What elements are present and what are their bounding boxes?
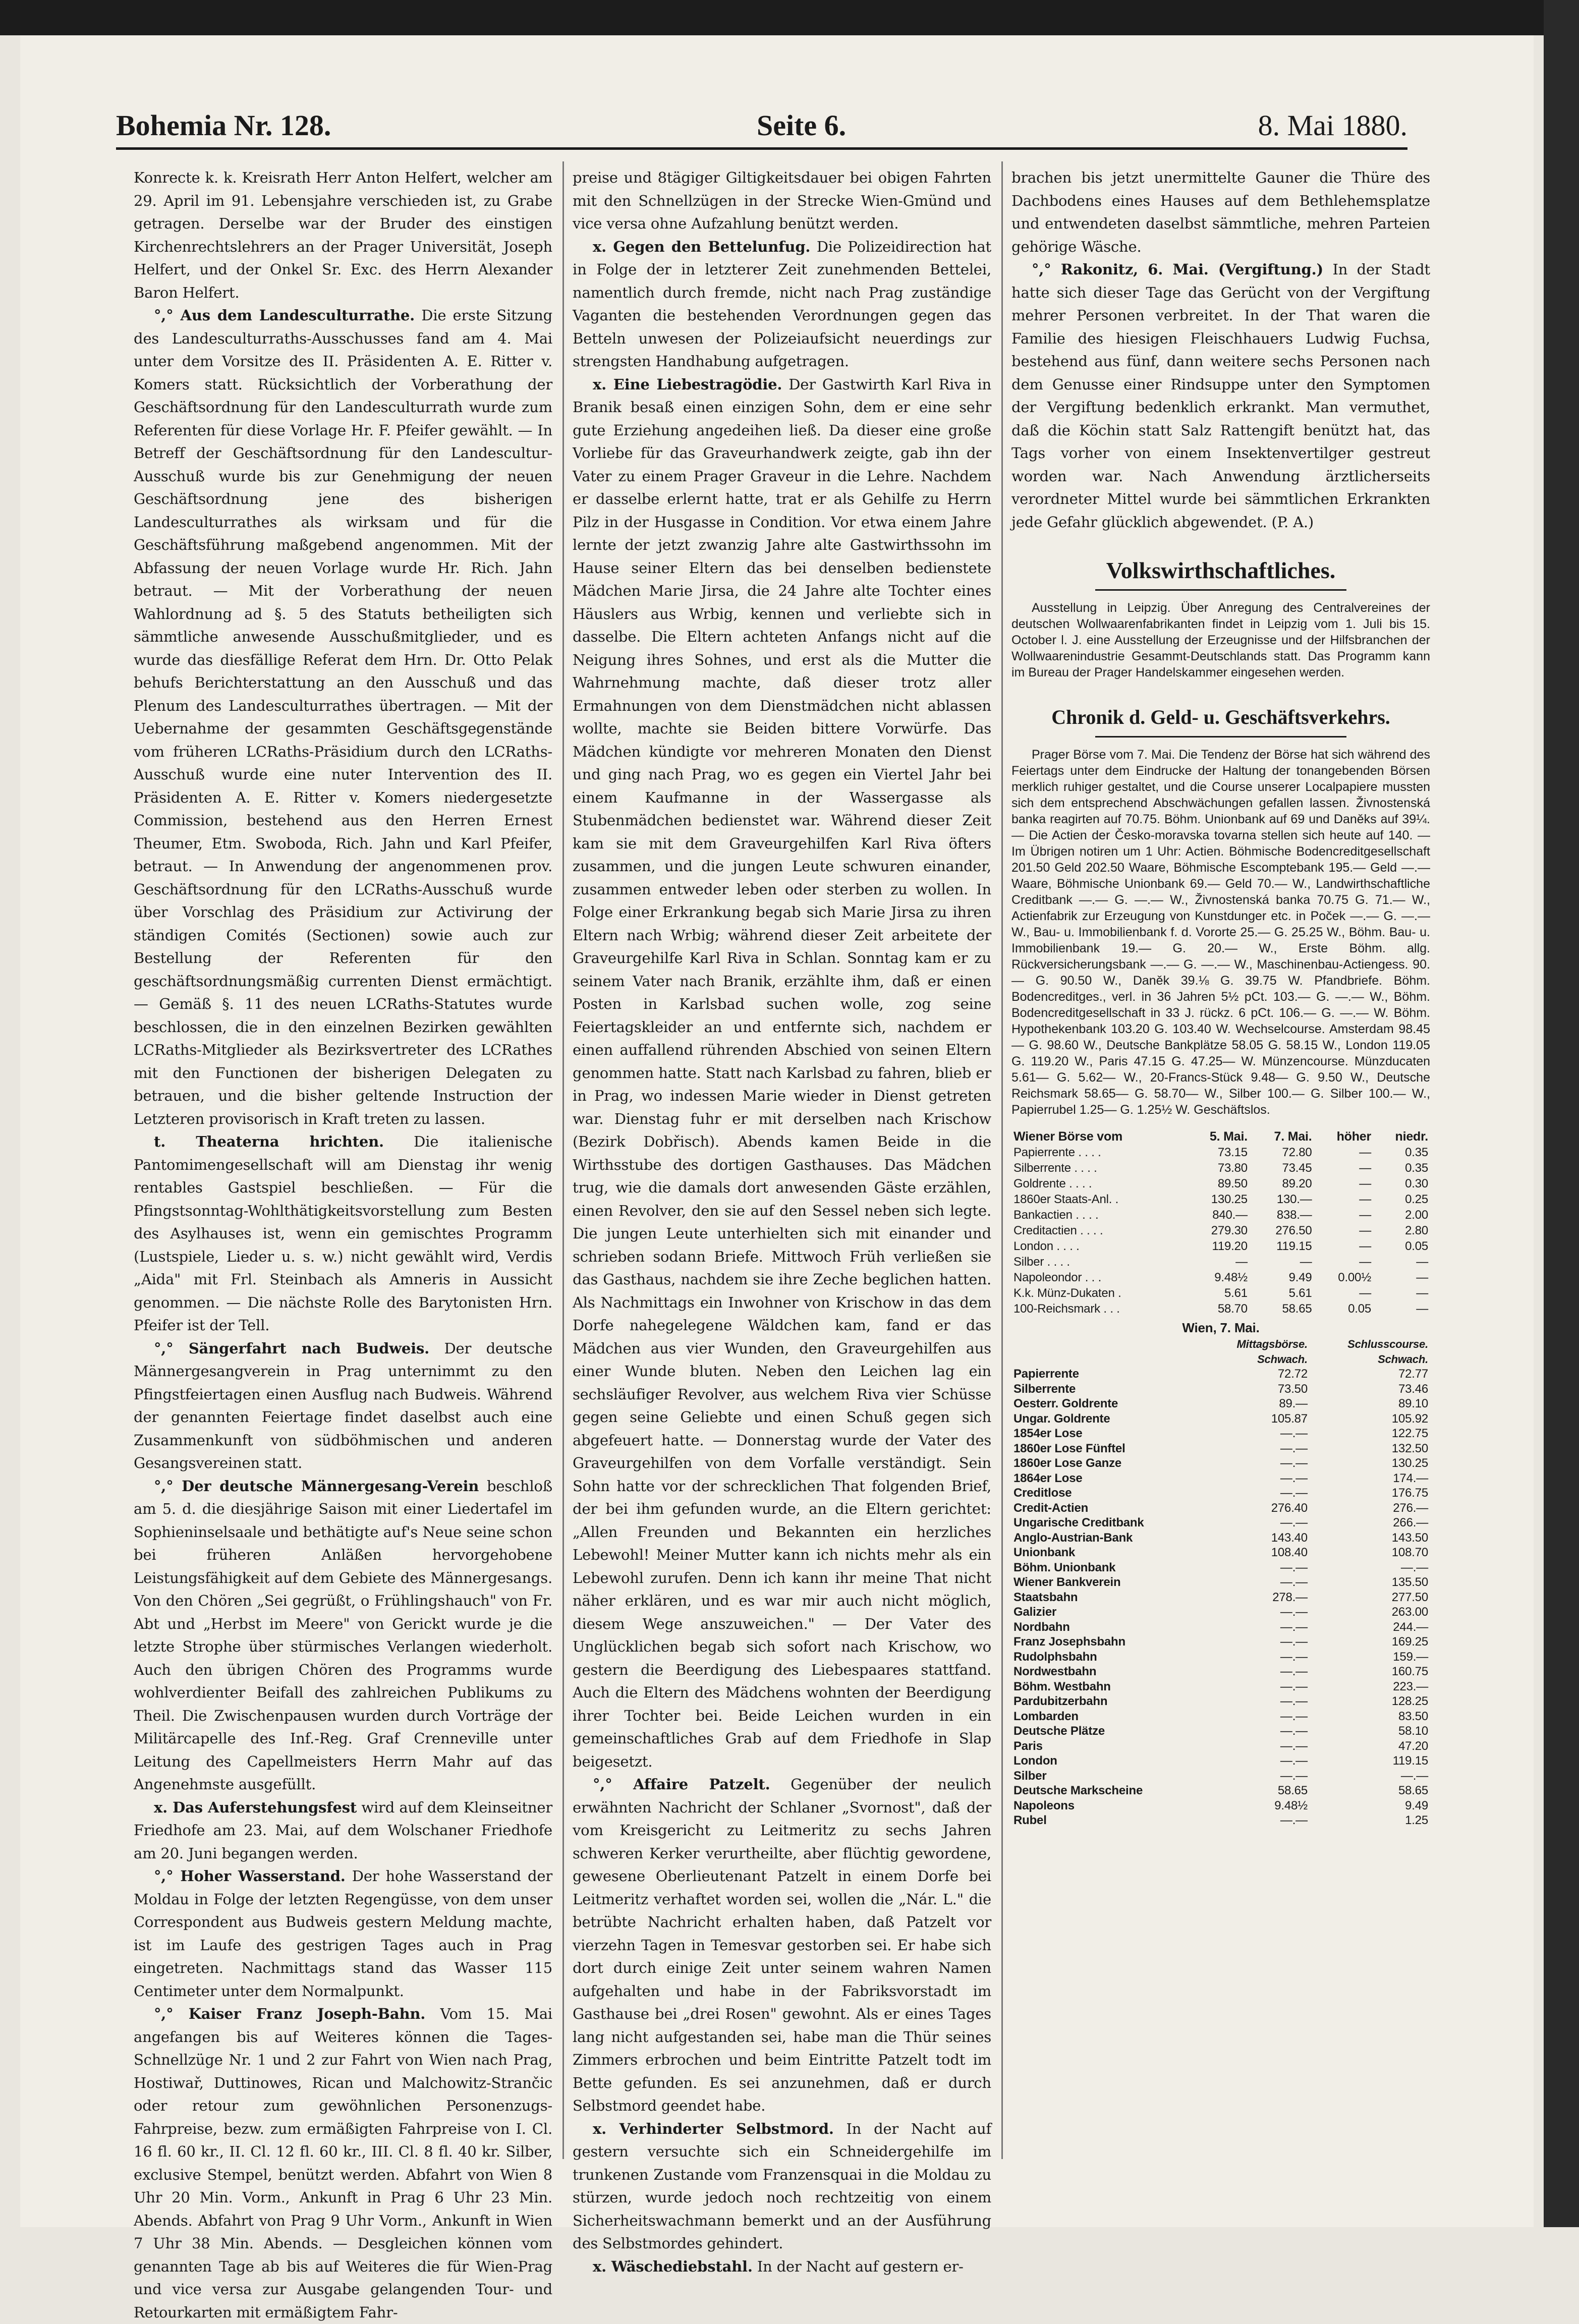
table-row [1011,1411,1430,1427]
article-text: Ausstellung in Leipzig. Über Anregung des Centralvereines der deutschen Wollwaarenfabrikanten findet in Leipzig vom 1. Juli bis 15. October l. J. eine Ausstellung der Erzeugnisse und der Hilfsbranchen der Wollwaarenindustrie Gesammt-Deutschlands statt. Das Programm kann im Bureau der Prager Handelskammer eingesehen werden. [1011,601,1430,679]
rate-cell: — [1359,1255,1372,1269]
security-name: London [1013,1754,1057,1768]
article [134,2003,552,2324]
table-row [1011,1634,1430,1650]
table-row [1011,1650,1430,1665]
rate-cell: 130.25 [1211,1193,1248,1206]
table-row [1011,1679,1430,1694]
rate-cell: 89.— [1279,1397,1308,1410]
rate-cell: 143.40 [1271,1531,1308,1545]
column-header: Schwach. [1378,1352,1428,1366]
column-header: 7. Mai. [1274,1129,1312,1144]
column-header: Schwach. [1257,1352,1308,1366]
rate-cell: —.— [1280,1620,1308,1634]
table-row [1011,1145,1430,1160]
security-name: Pardubitzerbahn [1013,1694,1108,1708]
security-name: Rubel [1013,1813,1047,1827]
security-name: Böhm. Westbahn [1013,1679,1111,1693]
rate-cell: 1.25 [1405,1813,1428,1827]
security-name: Paris [1013,1739,1043,1753]
rate-cell: —.— [1280,1471,1308,1485]
masthead-title: Bohemia Nr. 128. [116,109,331,142]
rate-cell: — [1235,1255,1248,1269]
rate-cell: 130.— [1276,1193,1312,1206]
section-rule [1095,589,1346,591]
rate-cell: 5.61 [1288,1286,1312,1300]
article-text: preise und 8tägiger Giltigkeitsdauer bei obigen Fahrten mit den Schnellzügen in der Strecke Wien-Gmünd und vice versa ohne Aufzahlung benützt werden. [573,169,991,232]
rate-cell: 160.75 [1391,1665,1428,1678]
rate-cell: 89.20 [1282,1177,1312,1191]
security-name: Franz Josephsbahn [1013,1635,1125,1649]
column-header [1011,1337,1203,1352]
table-row [1011,1160,1430,1176]
rate-cell: 72.77 [1398,1367,1428,1381]
rate-cell: 169.25 [1391,1635,1428,1649]
table-header-row [1011,1129,1430,1145]
table-row [1011,1545,1430,1560]
security-name: Ungarische Creditbank [1013,1516,1144,1529]
rate-cell: 0.35 [1405,1161,1428,1175]
rate-cell: 135.50 [1391,1575,1428,1589]
rate-cell: —.— [1280,1679,1308,1693]
security-name: Silberrente [1013,1382,1076,1396]
rate-cell: — [1359,1177,1372,1191]
section-heading: Chronik d. Geld- u. Geschäftsverkehrs. [1051,706,1390,728]
table-row [1011,1254,1430,1270]
column-header: niedr. [1395,1129,1428,1144]
section-heading: Volkswirthschaftliches. [1106,557,1336,583]
security-name: Unionbank [1013,1546,1076,1559]
rate-cell: — [1359,1239,1372,1253]
article-heading: x. Das Auferstehungsfest [154,1798,357,1816]
rate-cell: 176.75 [1391,1486,1428,1500]
rate-cell: — [1359,1208,1372,1222]
security-name: Napoleondor . . . [1013,1271,1102,1284]
security-name: Galizier [1013,1605,1057,1619]
security-name: K.k. Münz-Dukaten . [1013,1286,1121,1300]
security-name: Creditactien . . . . [1013,1224,1103,1237]
article-heading: x. Verhinderter Selbstmord. [593,2120,834,2137]
rate-cell: 0.00½ [1338,1271,1372,1284]
table-row [1011,1515,1430,1531]
table-row [1011,1739,1430,1754]
column-header: Schlusscourse. [1347,1338,1428,1350]
rate-cell: 47.20 [1398,1739,1428,1753]
wien-course-table [1011,1337,1430,1828]
article-text: Der deutsche Männergesangverein in Prag unternimmt zu den Pfingstfeiertagen einen Ausflug nach Budweis. Während der genannten Feiertage findet daselbst auch eine Zusammenkunft von südböhmischen und anderen Gesangsvereinen statt. [134,1339,552,1471]
column-middle [573,166,991,2275]
table-row [1011,1285,1430,1301]
rate-cell: 266.— [1393,1516,1428,1529]
article-heading: Hoher Wasserstand. [180,1867,346,1885]
rate-cell: 130.25 [1391,1456,1428,1470]
security-name: Oesterr. Goldrente [1013,1397,1118,1410]
rate-cell: — [1359,1146,1372,1159]
rate-cell: 108.40 [1271,1546,1308,1559]
column-header: Wiener Börse vom [1013,1129,1123,1144]
scan-right-edge [1544,0,1579,2227]
article-marker: °,° [154,2005,189,2022]
rate-cell: —.— [1280,1650,1308,1664]
rate-cell: — [1416,1271,1428,1284]
rate-cell: 0.05 [1405,1239,1428,1253]
table-row [1011,1813,1430,1828]
security-name: Böhm. Unionbank [1013,1560,1116,1574]
rate-cell: — [1416,1286,1428,1300]
table-body [1011,1337,1430,1828]
security-name: Wiener Bankverein [1013,1575,1121,1589]
table-row [1011,1783,1430,1798]
article-text: wird auf dem Kleinseitner Friedhofe am 23. Mai, auf dem Wolschaner Friedhofe am 20. Juni begangen werden. [134,1798,552,1862]
article-text: Die Polizeidirection hat in Folge der in letzterer Zeit zunehmenden Bettelei, namentlich durch fremde, nicht nach Prag zuständige Vaganten die bestehenden Verordnungen gegen das Betteln unwesen der Polizeiaufsicht neuerdings zur strengsten Handhabung aufgetragen. [573,238,991,370]
article [134,304,552,1130]
table-body [1011,1145,1430,1317]
article-marker: °,° [1032,261,1061,278]
rate-cell: 840.— [1212,1208,1248,1222]
table-row [1011,1192,1430,1207]
article-heading: x. Wäschediebstahl. [593,2257,753,2275]
rate-cell: 73.45 [1282,1161,1312,1175]
rate-cell: —.— [1400,1769,1428,1783]
rate-cell: 9.49 [1288,1271,1312,1284]
rate-cell: —.— [1280,1427,1308,1440]
security-name: Ungar. Goldrente [1013,1411,1110,1426]
rate-cell: 5.61 [1224,1286,1248,1300]
security-name: Rudolphsbahn [1013,1650,1097,1664]
rate-cell: 58.65 [1398,1784,1428,1797]
rate-cell: 244.— [1393,1620,1428,1634]
security-name: Bankactien . . . . [1013,1208,1099,1222]
rate-cell: —.— [1280,1605,1308,1619]
table-row [1011,1471,1430,1486]
market-report: Prager Börse vom 7. Mai. Die Tendenz der Börse hat sich während des Feiertags unter dem Eindrucke der Haltung der tonangebenden Börsen merklich ruhiger gestaltet, und die Course unserer Localpapiere mussten sich dem entsprechend Abschwächungen gefallen lassen. Živnostenská banka reagirten auf 70.75. Böhm. Unionbank auf 69 und Daněks auf 39¼. — Die Actien der Česko-moravska tovarna stellen sich heute auf 140. — Im Übrigen notiren um 1 Uhr: Actien. Böhmische Bodencreditgesellschaft 201.50 Geld 202.50 Waare, Böhmische Escomptebank 195.— Geld —.— Waare, Böhmische Unionbank 69.— Geld 70.— W., Landwirthschaftliche Creditbank —.— G. —.— W., Živnostenská banka 70.75 G. 71.— W., Actienfabrik zur Erzeugung von Kunstdunger etc. in Poček —.— G. —.— W., Bau- u. Immobilienbank f. d. Vororte 25.— G. 25.25 W., Böhm. Bau- u. Immobilienbank 19.— G. 20.— W., Erste Böhm. allg. Rückversicherungsbank —.— G. —.— W., Maschinenbau-Actiengess. 90.— G. 90.50 W., Daněk 39.⅛ G. 39.75 W. Pfandbriefe. Böhm. Bodencreditges., verl. in 36 Jahren 5½ pCt. 103.— G. —.— W., Böhm. Bodencreditgesellschaft in 33 J. rückz. 6 pCt. 106.— G. —.— W. Böhm. Hypothekenbank 103.20 G. 103.40 W. Wechselcourse. Amsterdam 98.45— G. 98.60 W., Deutsche Bankplätze 58.05 G. 58.15 W., London 119.05 G. 119.20 W., Paris 47.15 G. 47.25— W. Münzencourse. Münzducaten 5.61— G. 5.62— W., 20-Francs-Stück 9.48— G. 9.50 W., Deutsche Reichsmark 58.65— G. 58.70— W., Silber 100.— G. Silber 100.— W., Papierrubel 1.25— G. 1.25½ W. Geschäftslos. [1011,748,1430,1117]
article [573,2255,991,2279]
section-rule [1095,736,1346,738]
security-name: Nordbahn [1013,1620,1070,1634]
table-row [1011,1694,1430,1709]
table-row [1011,1709,1430,1724]
rate-cell: —.— [1280,1724,1308,1738]
rate-cell: 119.15 [1276,1239,1312,1253]
rate-cell: 105.92 [1391,1411,1428,1426]
rate-cell: 0.35 [1405,1146,1428,1159]
column-right [1011,166,1430,2159]
rate-cell: 119.20 [1212,1239,1248,1253]
article-heading: Rakonitz, 6. Mai. (Vergiftung.) [1060,261,1324,278]
page-number: Seite 6. [757,109,847,142]
article-marker: °,° [154,1339,189,1357]
article-heading: Kaiser Franz Joseph-Bahn. [188,2005,426,2022]
security-name: Silber [1013,1769,1047,1783]
rate-cell: 73.50 [1277,1382,1308,1396]
table-subheader-row [1011,1352,1430,1367]
article-heading: x. Eine Liebestragödie. [593,375,782,393]
rate-cell: 278.— [1272,1590,1308,1604]
security-name: Anglo-Austrian-Bank [1013,1531,1133,1545]
article-text: Die italienische Pantomimengesellschaft will am Dienstag ihr wenig rentables Gastspiel beschließen. — Für die Pfingstsonntag-Wohlthätigkeitsvorstellung zum Besten des Asylhauses ist, wenn ein gemischtes Programm (Lustspiele, Lieder u. s. w.) nicht gewählt wird, Verdis „Aida" mit Frl. Steinbach als Amneris in Aussicht genommen. — Die nächste Rolle des Barytonisten Hrn. Pfeifer ist der Tell. [134,1133,552,1334]
rate-cell: — [1300,1255,1312,1269]
security-name: 1854er Lose [1013,1427,1083,1440]
wiener-boerse-table [1011,1129,1430,1317]
rate-cell: 0.05 [1348,1302,1372,1316]
column-divider [562,161,564,2159]
rate-cell: 277.50 [1391,1590,1428,1604]
security-name: Deutsche Plätze [1013,1724,1105,1738]
rate-cell: —.— [1280,1486,1308,1500]
rate-cell: 9.48½ [1274,1798,1308,1812]
rate-cell: 279.30 [1211,1224,1248,1237]
security-name: 1860er Staats-Anl. . [1013,1193,1119,1206]
rate-cell: — [1359,1286,1372,1300]
table-row [1011,1382,1430,1397]
scan-top-edge [0,0,1579,35]
article-heading: t. Theaterna hrichten. [154,1133,384,1150]
rate-cell: 128.25 [1391,1694,1428,1708]
security-name: London . . . . [1013,1239,1080,1253]
article-marker: °,° [154,307,181,324]
article-text: Vom 15. Mai angefangen bis auf Weiteres können die Tages-Schnellzüge Nr. 1 und 2 zur Fahrt von Wien nach Prag, Hostiwař, Duttinowes, Rican und Malchowitz-Strančic oder retour zum gewöhnlichen Personenzugs-Fahrpreise, bezw. zum ermäßigten Fahrpreise von I. Cl. 16 fl. 60 kr., II. Cl. 12 fl. 60 kr., III. Cl. 8 fl. 40 kr. Silber, exclusive Stempel, benützt werden. Abfahrt von Wien 8 Uhr 20 Min. Vorm., Ankunft in Prag 6 Uhr 23 Min. Abends. Abfahrt von Prag 9 Uhr Vorm., Ankunft in Wien 7 Uhr 38 Min. Abends. — Desgleichen können vom genannten Tage ab bis auf Weiteres die für Wien-Prag und vice versa zur Ausgabe gelangenden Tour- und Retourkarten mit ermäßigtem Fahr- [134,2005,552,2321]
column-divider [1001,161,1003,2159]
article-text: In der Stadt hatte sich dieser Tage das Gerücht von der Vergiftung mehrer Personen verbreitet. In der That waren die Familie des hiesigen Fleischhauers Ludwig Fuchsa, bestehend aus fünf, dann weitere sechs Personen nach dem Genusse einer Rindsuppe unter den Symptomen der Vergiftung bedenklich erkrankt. Man vermuthet, daß die Köchin statt Salz Rattengift benützt hat, das Tags vorher von einem Insektenvertilger gestreut worden war. Nach Anwendung ärztlicherseits verordneter Mittel wurde bei sämmtlichen Erkrankten jede Gefahr glücklich abgewendet. (P. A.) [1011,261,1430,531]
table-row [1011,1664,1430,1679]
article-text: Der hohe Wasserstand der Moldau in Folge der letzten Regengüsse, von dem unser Correspondent aus Budweis gestern Meldung machte, ist im Laufe des gestrigen Tages auch in Prag eingetreten. Nachmittags stand das Wasser 115 Centimeter unter dem Normalpunkt. [134,1867,552,2000]
security-name: Credit-Actien [1013,1501,1089,1515]
rate-cell: 276.— [1393,1501,1428,1515]
article [573,2118,991,2255]
article [134,1475,552,1796]
article [134,1796,552,1865]
article [134,1337,552,1475]
article-marker: °,° [154,1477,182,1495]
article-heading: Der deutsche Männergesang-Verein [182,1477,479,1495]
rate-cell: 223.— [1393,1679,1428,1693]
rate-cell: —.— [1280,1560,1308,1574]
table-row [1011,1176,1430,1192]
issue-date: 8. Mai 1880. [1258,109,1407,142]
rate-cell: 2.80 [1405,1224,1428,1237]
rate-cell: — [1359,1161,1372,1175]
table-row [1011,1575,1430,1590]
article-text: In der Nacht auf gestern versuchte sich ein Schneidergehilfe im trunkenen Zustande vom Franzensquai in die Moldau zu stürzen, wurde jedoch noch rechtzeitig von einem Sicherheitswachmann bemerkt und an der Ausführung des Selbstmordes gehindert. [573,2120,991,2252]
rate-cell: 159.— [1393,1650,1428,1664]
rate-cell: —.— [1280,1441,1308,1455]
article-marker: °,° [154,1867,181,1885]
rate-cell: 58.65 [1277,1784,1308,1797]
column-left [134,166,552,2321]
article-text: Die erste Sitzung des Landesculturraths-Ausschusses fand am 4. Mai unter dem Vorsitze des II. Präsidenten A. E. Ritter v. Komers statt. Rücksichtlich der Vorberathung der Geschäftsordnung für den Landesculturrath wurde zum Referenten für diese Vorlage Hr. F. Pfeifer gewählt. — In Betreff der Geschäftsordnung für den Landescultur-Ausschuß wurde bis zur Genehmigung der neuen Geschäftsordnung jene des bisherigen Landesculturrathes als wirksam und für die Geschäftsführung maßgebend angenommen. Mit der Abfassung der neuen Vorlage wurde Hr. Rich. Jahn betraut. — Mit der Vorberathung der neuen Wahlordnung ad §. 5 des Statuts betheiligten sich sämmtliche anwesende Ausschußmitglieder, und es wurde das diesfällige Referat dem Hrn. Dr. Otto Pelak behufs Berichterstattung an den Ausschuß und das Plenum des Landesculturrathes übertragen. — Mit der Uebernahme der gesammten Geschäftsgegenstände vom früheren LCRaths-Präsidium durch den LCRaths-Ausschuß wurde eine nuter Intervention des II. Präsidenten A. E. Ritter v. Komers niedergesetzte Commission, bestehend aus den Herren Ernest Theumer, Etm. Swoboda, Rich. Jahn und Karl Pfeifer, betraut. — In Anwendung der angenommenen prov. Geschäftsordnung für den LCRaths-Ausschuß wurde über Vorschlag des Präsidium zur Activirung der ständigen Comités (Sectionen) sowie auch zur Bestellung der Referenten für den geschäftsordnungsmäßig currenten Dienst ermächtigt. — Gemäß §. 11 des neuen LCRaths-Statutes wurde beschlossen, die in den einzelnen Bezirken gewählten LCRaths-Mitglieder als Bezirksvertreter des LCRathes mit den Functionen der bisherigen Delegaten zu betrauen, und die bisher geltende Instruction der Letzteren provisorisch in Kraft treten zu lassen. [134,307,552,1127]
rate-cell: —.— [1400,1560,1428,1574]
rate-cell: 108.70 [1391,1546,1428,1559]
rate-cell: —.— [1280,1739,1308,1753]
rate-cell: 9.48½ [1214,1271,1248,1284]
table-row [1011,1531,1430,1546]
security-name: Papierrente . . . . [1013,1146,1101,1159]
security-name: Creditlose [1013,1486,1072,1500]
article [134,1865,552,2003]
table-row [1011,1620,1430,1635]
rate-cell: —.— [1280,1754,1308,1768]
table-subheader-row [1011,1337,1430,1352]
article-text: Der Gastwirth Karl Riva in Branik besaß einen einzigen Sohn, dem er eine sehr gute Erziehung angedeihen ließ. Da dieser eine große Vorliebe für das Graveurhandwerk zeigte, gab ihn der Vater zu einem Prager Graveur in die Lehre. Nachdem er dasselbe erlernt hatte, trat er als Gehilfe zu Herrn Pilz in der Husgasse in Condition. Vor etwa einem Jahre lernte der jetzt zwanzig Jahre alte Gastwirthssohn im Hause seiner Eltern das bei denselben bedienstete Mädchen Marie Jirsa, die 24 Jahre alte Tochter eines Häuslers aus Wrbig, kennen und verliebte sich in dasselbe. Die Eltern achteten Anfangs nicht auf die Neigung ihres Sohnes, und erst als die Mutter die Wahrnehmung machte, daß dieser trotz aller Ermahnungen von dem Dienstmädchen nicht ablassen wollte, machte sie Beiden bittere Vorwürfe. Das Mädchen kündigte vor mehreren Monaten den Dienst und ging nach Prag, wo es gegen ein Viertel Jahr bei einem Kaufmanne in der Wassergasse als Stubenmädchen bedienstet war. Während dieser Zeit kam sie mit dem Graveurgehilfen Karl Riva öfters zusammen, und die jungen Leute schwuren einander, zusammen entweder leben oder sterben zu wollen. In Folge einer Erkrankung begab sich Marie Jirsa zu ihren Eltern nach Wrbig; während dieser Zeit arbeitete der Graveurgehilfe Karl Riva in Schlan. Sonntag kam er zu seinem Vater nach Branik, erzählte ihm, daß er einen Posten in Karlsbad suchen wolle, zog seine Feiertagskleider an und entfernte sich, nachdem er einen auffallend rührenden Abschied von seinen Eltern genommen hatte. Statt nach Karlsbad zu fahren, blieb er in Prag, wo indessen Marie wieder in Dienst getreten war. Dienstag fuhr er mit derselben nach Krischow (Bezirk Dobřisch). Abends kamen Beide in die Wirthsstube des dortigen Gasthauses. Das Mädchen trug, wie die damals dort anwesenden Gäste erzählen, einen Revolver, den sie auf den Sessel neben sich legte. Die jungen Leute unterhielten sich mit einander und schrieben sodann Briefe. Mittwoch Früh verließen sie das Gasthaus, nachdem sie ihre Zeche beglichen hatten. Als Nachmittags ein Inwohner von Krischow in das dem Dorfe nahegelegene Wäldchen kam, fand er das Mädchen aus vier Wunden, den Graveurgehilfen aus einer Wunde bluten. Neben den Leichen lag ein sechsläufiger Revolver, aus welchem Riva vier Schüsse gegen seine Geliebte und einen Schuß gegen sich abgefeuert hatte. — Donnerstag wurde der Vater des Graveurgehilfen von dem Vorfalle verständigt. Sein Sohn hatte vor der schrecklichen That folgenden Brief, der bei ihm gefunden wurde, an die Eltern gerichtet: „Allen Freunden und Bekannten ein herzliches Lebewohl! Meiner Mutter kann ich nichts mehr als ein Lebewohl zurufen. Denn ich kann ihr meine That nicht näher erklären, und es war mir auch nicht möglich, diesem Wege anszuweichen." — Der Vater des Unglücklichen begab sich sofort nach Krischow, wo gestern die Beerdigung des Liebespaares stattfand. Auch die Eltern des Mädchens wohnten der Beerdigung ihrer Tochter bei. Beide Leichen wurden in ein gemeinschaftliches Grab auf dem Friedhofe in Slap beigesetzt. [573,375,991,1770]
rate-cell: — [1359,1193,1372,1206]
rate-cell: —.— [1280,1575,1308,1589]
security-name: 1864er Lose [1013,1471,1083,1485]
rate-cell: 72.80 [1282,1146,1312,1159]
rate-cell: 2.00 [1405,1208,1428,1222]
rate-cell: 58.10 [1398,1724,1428,1738]
table-row [1011,1605,1430,1620]
column-header: 5. Mai. [1209,1129,1248,1144]
rate-cell: —.— [1280,1516,1308,1529]
rate-cell: — [1416,1255,1428,1269]
article-heading: Sängerfahrt nach Budweis. [188,1339,430,1357]
rate-cell: 83.50 [1398,1709,1428,1723]
article-text: Gegenüber der neulich erwähnten Nachricht der Schlaner „Svornost", daß der vom Kreisgericht zu Leitmeritz zu sechs Jahren schweren Kerker verurtheilte, aber flüchtig gewordene, gewesene Oberlieutenant Patzelt in einem Dorfe bei Leitmeritz verhaftet worden sei, wollen die „Nár. L." die betrübte Nachricht erhalten haben, daß Patzelt vor vierzehn Tagen in Temesvar gestorben sei. Er habe sich dort durch einige Zeit unter seinem wahren Namen aufgehalten und habe in der Fabriksvorstadt im Gasthause bei „drei Rosen" gewohnt. Als er eines Tages lang nicht aufgestanden sei, habe man die Thür seines Zimmers erbrochen und beim Eintritte Patzelt todt im Bette gefunden. Es sei anzunehmen, daß er durch Selbstmord geendet habe. [573,1776,991,2114]
security-name: Nordwestbahn [1013,1665,1097,1678]
rate-cell: 143.50 [1391,1531,1428,1545]
table-row [1011,1486,1430,1501]
security-name: 1860er Lose Ganze [1013,1456,1122,1470]
security-name: Staatsbahn [1013,1590,1078,1604]
security-name: Silberrente . . . . [1013,1161,1097,1175]
rate-cell: 58.65 [1282,1302,1312,1316]
rate-cell: —.— [1280,1665,1308,1678]
security-name: Papierrente [1013,1367,1079,1381]
rate-cell: 0.30 [1405,1177,1428,1191]
rate-cell: 276.40 [1271,1501,1308,1515]
article [573,373,991,1774]
table-row [1011,1769,1430,1784]
table-row [1011,1501,1430,1516]
table-row [1011,1590,1430,1605]
security-name: 1860er Lose Fünftel [1013,1441,1125,1455]
article [573,1773,991,2118]
rate-cell: —.— [1280,1709,1308,1723]
rate-cell: 132.50 [1391,1441,1428,1455]
table-row [1011,1560,1430,1575]
rate-cell: —.— [1280,1694,1308,1708]
article-heading: Aus dem Landesculturrathe. [180,307,415,324]
table-row [1011,1396,1430,1411]
table-row [1011,1426,1430,1441]
article-marker: °,° [593,1776,633,1793]
rate-cell: 89.50 [1217,1177,1248,1191]
table-row [1011,1207,1430,1223]
security-name: Deutsche Markscheine [1013,1784,1143,1797]
rate-cell: 73.46 [1398,1382,1428,1396]
header-rule [116,147,1407,150]
table-row [1011,1367,1430,1382]
rate-cell: 73.80 [1217,1161,1248,1175]
table-row [1011,1724,1430,1739]
rate-cell: 174.— [1393,1471,1428,1485]
rate-cell: —.— [1280,1635,1308,1649]
rate-cell: 276.50 [1275,1224,1312,1237]
article-text: beschloß am 5. d. die diesjährige Saison mit einer Liedertafel im Sophieninselsaale und bethätigte auf's Neue seine schon bei früheren Anläßen hervorgehobene Leistungsfähigkeit auf dem Gebiete des Männergesangs. Von den Chören „Sei gegrüßt, o Frühlingshauch" von Fr. Abt und „Herbst im Meere" von Gerickt wurde je die letzte Strophe über stürmisches Verlangen wiederholt. Auch den übrigen Chören des Programms wurde wohlverdienter Beifall des zahlreichen Publikums zu Theil. Die Zwischenpausen wurden durch Vorträge der Militärcapelle des Inf.-Reg. Graf Crenneville unter Leitung des Capellmeisters Herrn Mahr auf das Angenehmste ausgefüllt. [134,1477,552,1793]
rate-cell: 0.25 [1405,1193,1428,1206]
article [1011,258,1430,534]
rate-cell: 89.10 [1398,1397,1428,1410]
rate-cell: 72.72 [1277,1367,1308,1381]
table-row [1011,1456,1430,1471]
rate-cell: 263.00 [1391,1605,1428,1619]
rate-cell: —.— [1280,1769,1308,1783]
rate-cell: 122.75 [1391,1427,1428,1440]
article-text: Konrecte k. k. Kreisrath Herr Anton Helfert, welcher am 29. April im 91. Lebensjahre verschieden ist, zu Grabe getragen. Derselbe war der Bruder des einstigen Kirchenrechtslehrers an der Prager Universität, Joseph Helfert, und der Onkel Sr. Exc. des Herrn Alexander Baron Helfert. [134,169,552,301]
rate-cell: 838.— [1276,1208,1312,1222]
security-name: Silber . . . . [1013,1255,1070,1269]
table-row [1011,1238,1430,1254]
rate-cell: —.— [1280,1813,1308,1827]
table-row [1011,1270,1430,1285]
rate-cell: 9.49 [1405,1798,1428,1812]
rate-cell: 119.15 [1392,1754,1428,1768]
rate-cell: 105.87 [1271,1411,1308,1426]
article [573,236,991,373]
column-header: Mittagsbörse. [1236,1338,1308,1350]
rate-cell: —.— [1280,1456,1308,1470]
security-name: Lombarden [1013,1709,1079,1723]
table-row [1011,1441,1430,1456]
table-row [1011,1301,1430,1317]
table-row [1011,1798,1430,1813]
security-name: 100-Reichsmark . . . [1013,1302,1120,1316]
article-text: In der Nacht auf gestern er- [757,2257,964,2275]
column-header [1011,1352,1203,1367]
rate-cell: — [1359,1224,1372,1237]
article [134,1130,552,1337]
article-heading: x. Gegen den Bettelunfug. [593,238,811,255]
table-row [1011,1753,1430,1769]
security-name: Goldrente . . . . [1013,1177,1092,1191]
article-heading: Affaire Patzelt. [633,1776,770,1793]
wien-title: Wien, 7. Mai. [1182,1320,1260,1335]
page-header [116,108,1407,149]
security-name: Napoleons [1013,1798,1075,1812]
rate-cell: 58.70 [1217,1302,1248,1316]
rate-cell: — [1416,1302,1428,1316]
article-text: brachen bis jetzt unermittelte Gauner die Thüre des Dachbodens eines Hauses auf dem Bethlehemsplatze und entwendeten daselbst sämmtliche, mehren Parteien gehörige Wäsche. [1011,169,1430,255]
rate-cell: 73.15 [1217,1146,1248,1159]
table-row [1011,1223,1430,1238]
column-header: höher [1336,1129,1372,1144]
